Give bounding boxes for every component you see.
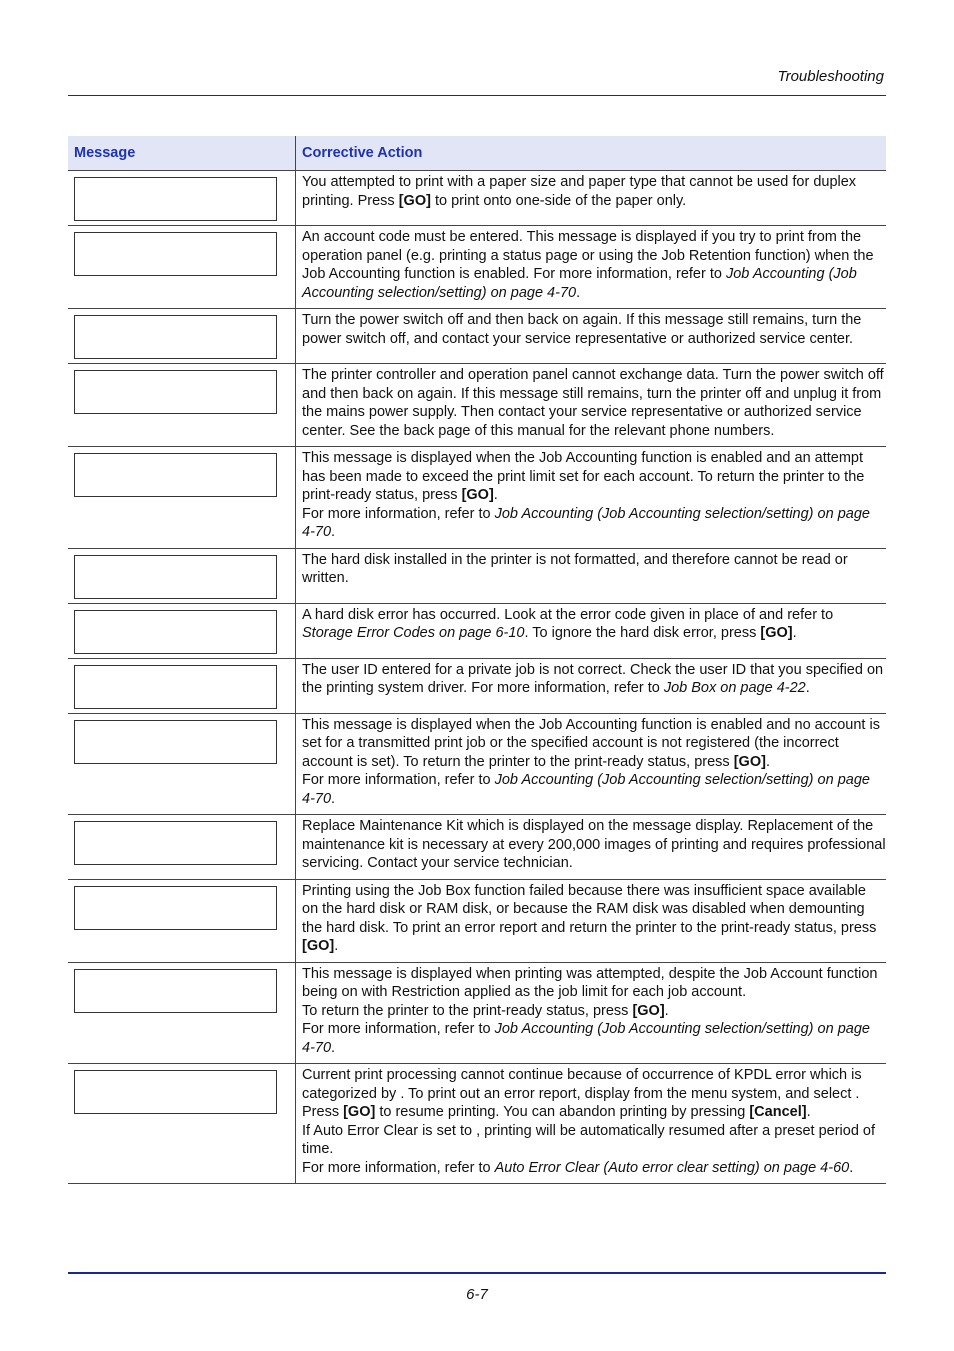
cross-reference: Job Accounting (Job Accounting selection/setting) on page 4-70 [302,772,870,807]
message-cell [68,171,296,226]
corrective-action-cell [296,815,887,880]
table-row [68,548,886,603]
action-paragraph [302,1066,886,1122]
key-label: [Cancel] [749,1104,807,1120]
action-paragraph [302,771,886,808]
action-paragraph [302,965,886,1002]
action-paragraph [302,882,886,956]
key-label: [GO] [733,753,766,770]
cross-reference: Job Box on page 4-22 [663,680,806,696]
message-display-box [74,969,277,1013]
action-text: . [664,1002,669,1019]
cross-reference: Job Accounting (Job Accounting selection/setting) on page 4-70 [302,266,857,301]
table-row [68,658,886,713]
action-text: To return the printer to the print-ready status, press [302,1002,633,1019]
action-paragraph [302,449,886,505]
action-paragraph [302,505,886,542]
action-paragraph [302,661,886,698]
action-paragraph [302,228,886,302]
action-paragraph [302,1159,886,1178]
message-cell [68,309,296,364]
corrective-action-cell [296,603,887,658]
action-text: Current print processing cannot continue because of occurrence of KPDL error which is categorized by . To print out an error report, display from the menu system, and select . Press [302,1067,862,1120]
key-label: [GO] [632,1002,665,1019]
key-label: [GO] [398,192,431,209]
action-text: This message is displayed when the Job Accounting function is enabled and an attempt has been made to exceed the print limit set for each account. To return the printer to the print-ready status, press [302,450,865,503]
action-paragraph [302,173,886,210]
action-text: The hard disk installed in the printer is not formatted, and therefore cannot be read or written. [302,551,848,586]
action-text: . [805,680,810,696]
action-text: An account code must be entered. This message is displayed if you try to print from the operation panel (e.g. printing a status page or using the Job Retention function) when the Job Accounting function is enabled. For more information, refer to [302,229,874,282]
key-label: [GO] [760,625,793,641]
action-paragraph [302,606,886,643]
action-text: . [331,790,336,807]
corrective-action-cell [296,171,887,226]
action-text: . [806,1104,811,1120]
action-text: This message is displayed when printing was attempted, despite the Job Account function being on with Restriction applied as the job limit for each job account. [302,965,878,1000]
message-display-box [74,555,277,599]
message-cell [68,548,296,603]
table-row [68,713,886,815]
cross-reference: Job Accounting (Job Accounting selection/setting) on page 4-70 [302,505,870,540]
action-text: . [576,284,581,301]
cross-reference: Storage Error Codes on page 6-10 [302,625,525,641]
message-display-box [74,232,277,276]
action-text: . [849,1159,854,1176]
action-paragraph [302,716,886,772]
action-text: to resume printing. You can abandon printing by pressing [375,1104,750,1120]
cross-reference: Job Accounting (Job Accounting selection/setting) on page 4-70 [302,1021,870,1056]
column-header-message: Message [68,136,296,171]
message-cell [68,879,296,962]
action-paragraph [302,1002,886,1021]
action-paragraph [302,311,886,348]
message-display-box [74,886,277,930]
action-text: This message is displayed when the Job Accounting function is enabled and no account is set for a transmitted print job or the specified account is not registered (the incorrect account is set). To return the printer to the print-ready status, press [302,716,880,770]
message-display-box [74,665,277,709]
action-paragraph [302,1020,886,1057]
action-text: . [765,753,770,770]
corrective-action-cell [296,447,887,549]
header-rule [68,95,886,96]
corrective-action-cell [296,658,887,713]
message-display-box [74,370,277,414]
action-text: . [792,625,797,641]
corrective-action-cell [296,364,887,447]
table-row [68,962,886,1064]
corrective-action-cell [296,226,887,309]
message-cell [68,962,296,1064]
table-row [68,603,886,658]
action-text: You attempted to print with a paper size and paper type that cannot be used for duplex printing. Press [302,174,857,209]
action-text: Turn the power switch off and then back on again. If this message still remains, turn the power switch off, and contact your service representative or authorized service center. [302,312,862,347]
action-text: . [331,1039,336,1056]
running-header: Troubleshooting [777,68,884,85]
page-number: 6-7 [466,1286,488,1303]
table-row [68,447,886,549]
key-label: [GO] [302,938,335,954]
action-text: The user ID entered for a private job is not correct. Check the user ID that you specified on the printing system driver. For more information, refer to [302,661,884,696]
column-header-corrective-action: Corrective Action [296,136,887,171]
message-display-box [74,453,277,497]
action-text: . [493,487,498,503]
table-row [68,1064,886,1184]
action-text: . [334,938,339,954]
action-text: For more information, refer to [302,772,495,788]
message-cell [68,603,296,658]
troubleshooting-table [68,136,886,1184]
message-display-box [74,315,277,359]
corrective-action-cell [296,962,887,1064]
message-cell [68,1064,296,1184]
message-cell [68,713,296,815]
corrective-action-cell [296,548,887,603]
action-text: The printer controller and operation panel cannot exchange data. Turn the power switch off and then back on again. If this message still remains, turn the printer off and unplug it from the mains power supply. Then contact your service representative or authorized service center. See the back page of this manual for the relevant phone numbers. [302,367,884,439]
action-text: For more information, refer to [302,505,495,522]
action-text: Printing using the Job Box function failed because there was insufficient space available on the hard disk or RAM disk, or because the RAM disk was disabled when demounting the hard disk. To print an error report and return the printer to the print-ready status, press [302,882,877,936]
corrective-action-cell [296,1064,887,1184]
action-text: . To ignore the hard disk error, press [524,625,761,641]
message-cell [68,364,296,447]
message-cell [68,447,296,549]
message-display-box [74,720,277,764]
table-body [68,171,886,1184]
message-cell [68,815,296,880]
action-text: to print onto one-side of the paper only. [430,192,687,209]
key-label: [GO] [461,487,494,503]
table-row [68,364,886,447]
action-text: If Auto Error Clear is set to , printing will be automatically resumed after a preset period of time. [302,1122,876,1157]
message-display-box [74,821,277,865]
corrective-action-cell [296,309,887,364]
message-display-box [74,177,277,221]
action-paragraph [302,551,886,588]
message-display-box [74,610,277,654]
action-text: Replace Maintenance Kit which is displayed on the message display. Replacement of the maintenance kit is necessary at every 200,000 images of printing and requires professional servicing. Contact your service technician. [302,818,886,871]
corrective-action-cell [296,879,887,962]
action-paragraph [302,366,886,440]
table-row [68,879,886,962]
action-text: For more information, refer to [302,1021,495,1037]
table-row [68,815,886,880]
key-label: [GO] [343,1104,376,1120]
action-paragraph [302,817,886,873]
table-header-row [68,136,886,171]
table-row [68,309,886,364]
action-text: A hard disk error has occurred. Look at the error code given in place of and refer to [302,606,834,623]
corrective-action-cell [296,713,887,815]
action-text: For more information, refer to [302,1159,495,1176]
message-cell [68,658,296,713]
message-display-box [74,1070,277,1114]
action-text: . [331,524,336,540]
footer-rule [68,1272,886,1274]
table-row [68,171,886,226]
cross-reference: Auto Error Clear (Auto error clear setting) on page 4-60 [494,1159,850,1176]
action-paragraph [302,1122,886,1159]
message-cell [68,226,296,309]
table-row [68,226,886,309]
